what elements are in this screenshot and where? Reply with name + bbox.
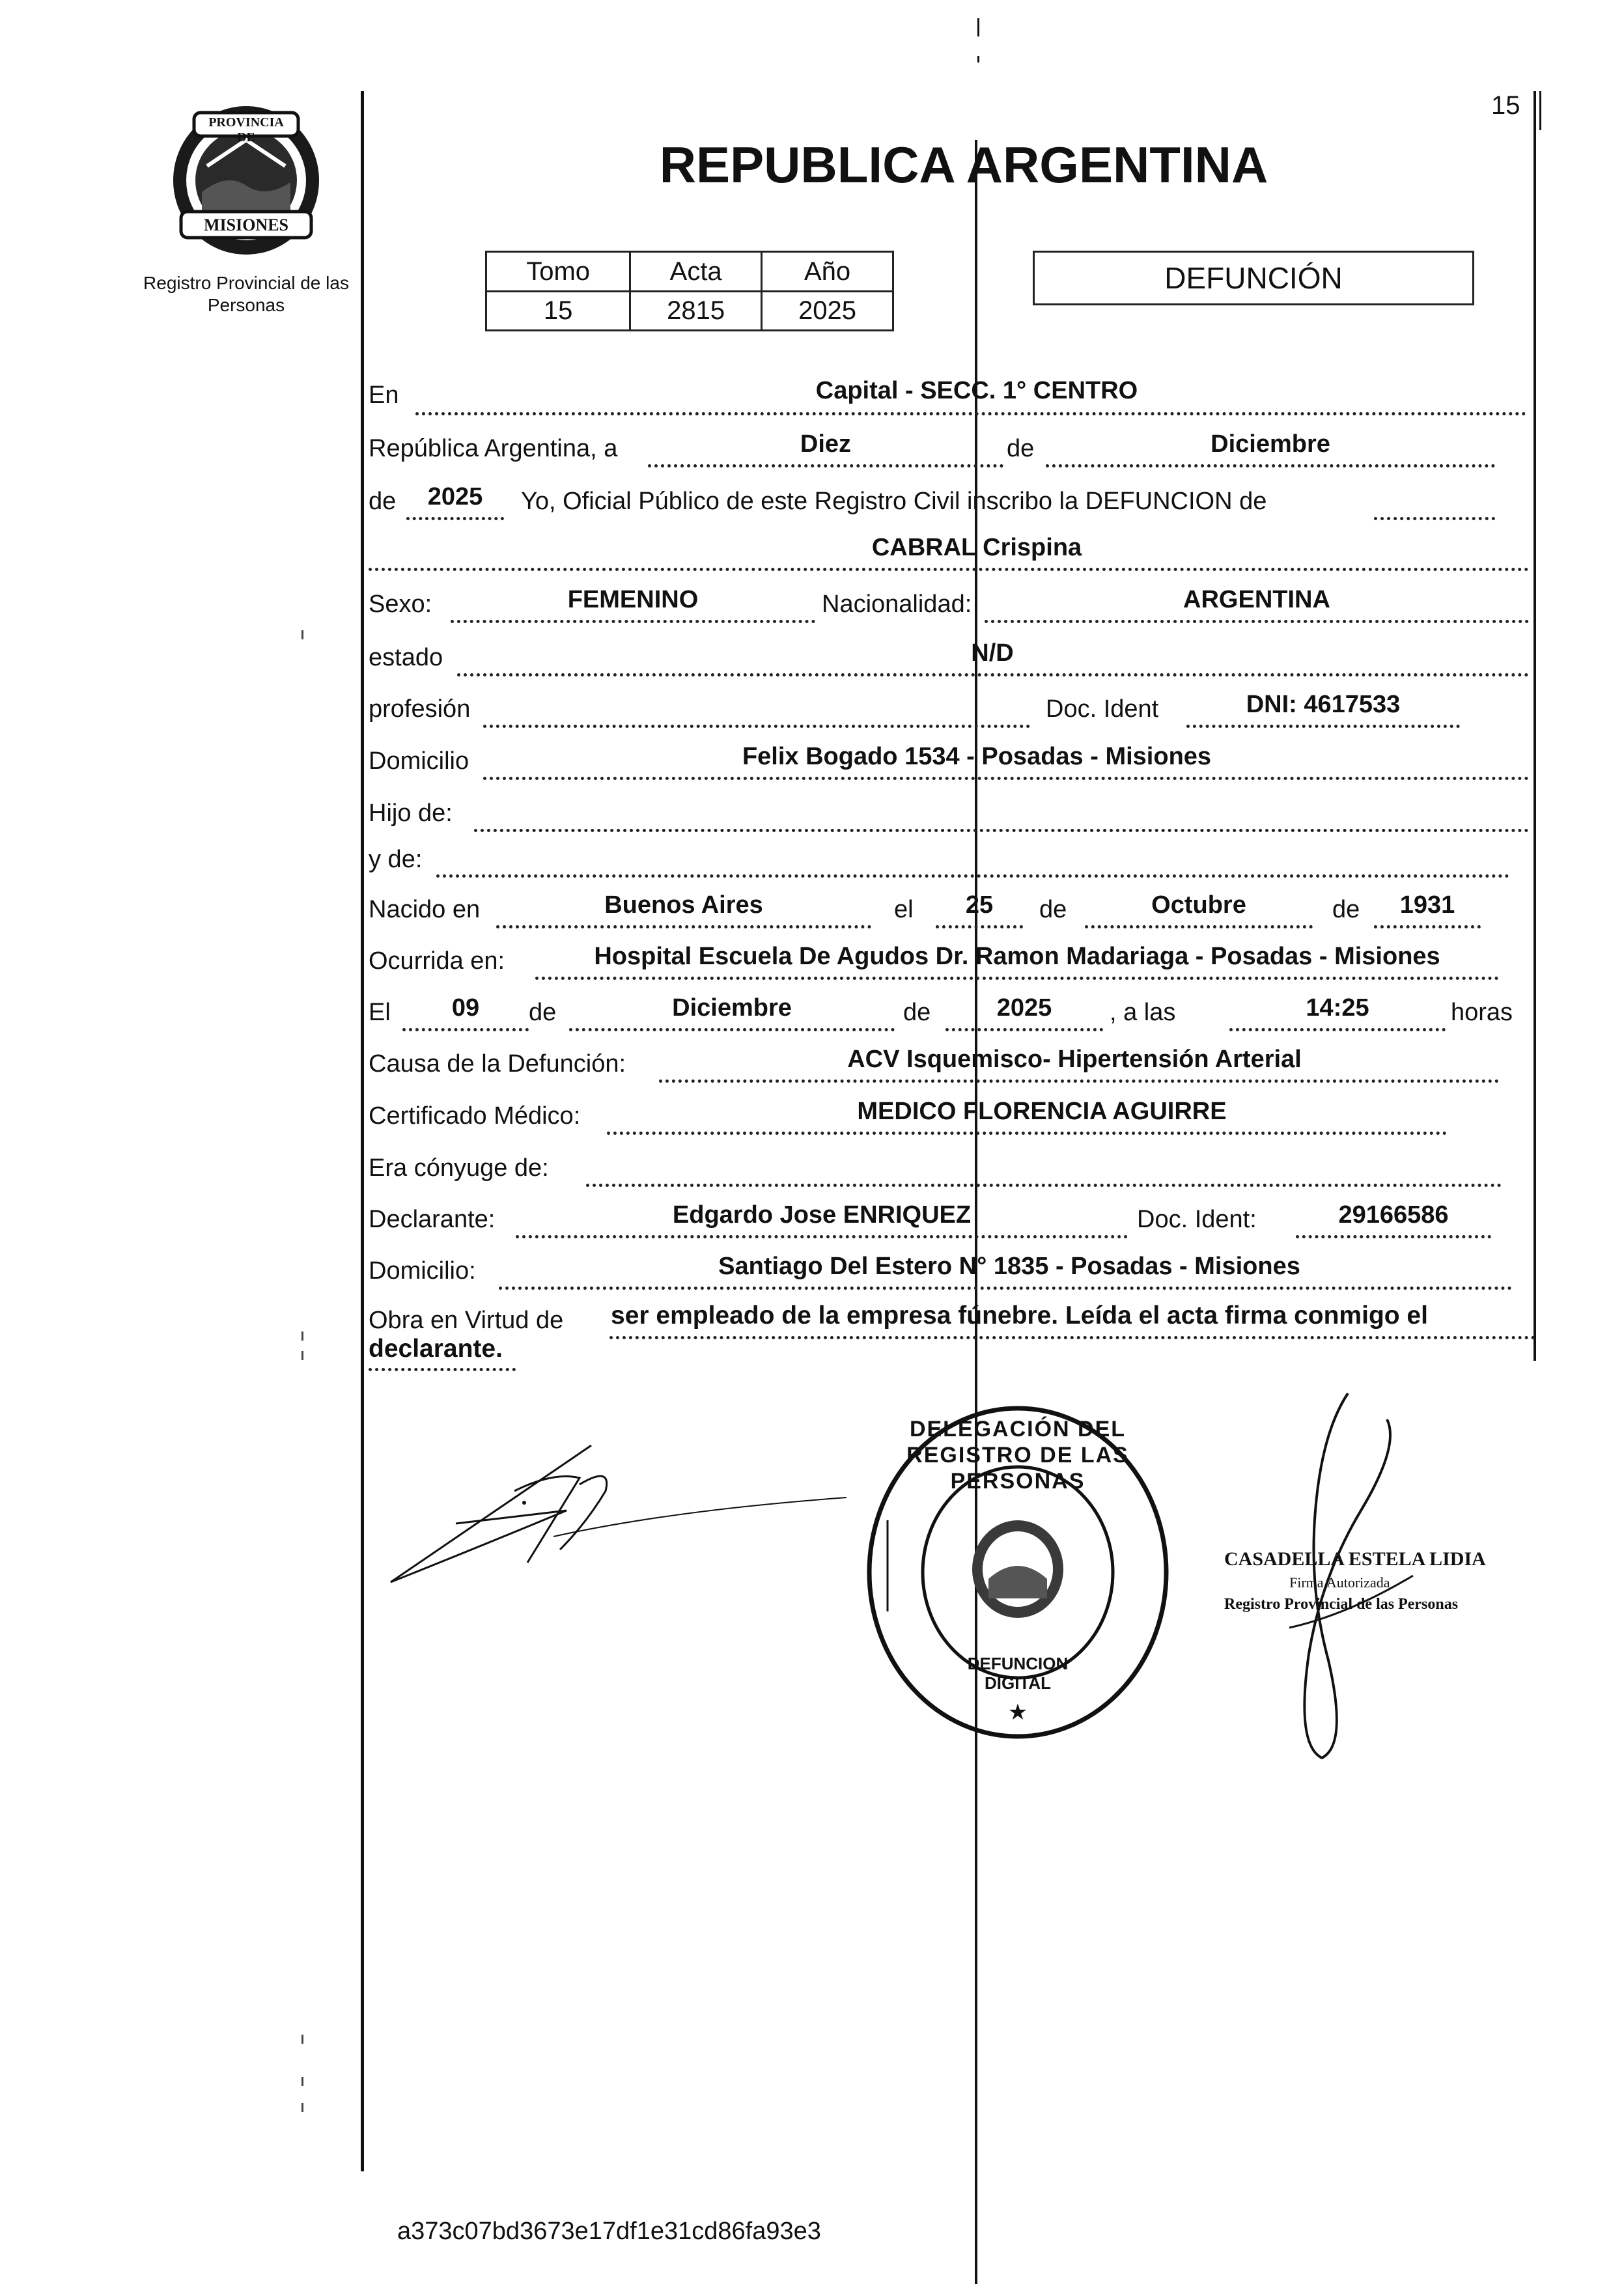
birth-day-value: 25 bbox=[965, 891, 994, 919]
obra-line-2: declarante. bbox=[369, 1335, 503, 1363]
dotted-line bbox=[483, 725, 1030, 728]
dotted-line bbox=[516, 1235, 1128, 1238]
punch-mark-4 bbox=[301, 2035, 303, 2044]
dotted-line bbox=[474, 829, 1529, 832]
table-header-ano: Año bbox=[762, 252, 893, 292]
year-value: 2025 bbox=[427, 483, 483, 510]
dotted-line bbox=[496, 925, 871, 928]
label-en: En bbox=[369, 382, 399, 409]
registry-caption: Registro Provincial de las Personas bbox=[143, 273, 349, 315]
day-word: Diez bbox=[800, 430, 852, 458]
label-nacido-en: Nacido en bbox=[369, 896, 481, 923]
label-estado: estado bbox=[369, 644, 443, 671]
death-month-value: Diciembre bbox=[672, 994, 792, 1022]
death-day-value: 09 bbox=[451, 994, 480, 1022]
label-conyuge: Era cónyuge de: bbox=[369, 1154, 549, 1182]
sex-value: FEMENINO bbox=[567, 586, 699, 613]
dotted-line bbox=[1186, 725, 1460, 728]
dotted-line bbox=[499, 1287, 1512, 1290]
dotted-line bbox=[457, 673, 1529, 676]
birth-month-value: Octubre bbox=[1151, 891, 1246, 919]
table-value-tomo: 15 bbox=[486, 291, 630, 331]
label-de: de bbox=[369, 488, 397, 515]
label-hijo-de: Hijo de: bbox=[369, 800, 453, 827]
deceased-name: CABRAL Crispina bbox=[871, 534, 1082, 561]
declarant-doc-value: 29166586 bbox=[1338, 1201, 1449, 1229]
label-de: de bbox=[1007, 435, 1035, 462]
label-nacionalidad: Nacionalidad: bbox=[822, 591, 972, 618]
table-header-acta: Acta bbox=[630, 252, 762, 292]
label-y-de: y de: bbox=[369, 846, 423, 873]
declarant-signature bbox=[384, 1432, 853, 1602]
nationality-value: ARGENTINA bbox=[1183, 586, 1330, 613]
dotted-line bbox=[648, 464, 1003, 467]
stamp-inner-text: DEFUNCION DIGITAL bbox=[967, 1654, 1069, 1693]
stamp-star-icon: ★ bbox=[1007, 1700, 1028, 1725]
punch-mark-1 bbox=[301, 630, 303, 639]
provincial-logo bbox=[168, 101, 324, 257]
label-de: de bbox=[903, 999, 931, 1026]
doctor-value: MEDICO FLORENCIA AGUIRRE bbox=[857, 1098, 1227, 1125]
declarant-value: Edgardo Jose ENRIQUEZ bbox=[672, 1201, 972, 1229]
month-value: Diciembre bbox=[1211, 430, 1330, 458]
birth-year-value: 1931 bbox=[1399, 891, 1455, 919]
label-causa: Causa de la Defunción: bbox=[369, 1050, 626, 1078]
document-hash: a373c07bd3673e17df1e31cd86fa93e3 bbox=[397, 2218, 821, 2245]
stamp-ring-text: DELEGACIÓN DEL REGISTRO DE LAS PERSONAS bbox=[906, 1417, 1129, 1494]
obra-line-1: ser empleado de la empresa fúnebre. Leída el acta firma conmigo el bbox=[611, 1302, 1428, 1330]
right-margin-line-top bbox=[1539, 91, 1541, 130]
dotted-line bbox=[415, 412, 1526, 415]
dotted-line bbox=[1046, 464, 1495, 467]
label-ocurrida-en: Ocurrida en: bbox=[369, 947, 505, 975]
dotted-line bbox=[451, 620, 815, 623]
death-place-value: Hospital Escuela De Agudos Dr. Ramon Madariaga - Posadas - Misiones bbox=[594, 943, 1440, 970]
label-declarante: Declarante: bbox=[369, 1206, 496, 1233]
signatory-office: Registro Provincial de las Personas bbox=[1224, 1596, 1459, 1613]
dotted-line bbox=[406, 517, 504, 520]
place-value: Capital - SECC. 1° CENTRO bbox=[815, 377, 1138, 404]
dotted-line bbox=[1374, 517, 1495, 520]
punch-mark-5 bbox=[301, 2077, 303, 2086]
punch-mark-3 bbox=[301, 1351, 303, 1360]
signatory-role: Firma Autorizada bbox=[1289, 1574, 1390, 1591]
label-domicilio: Domicilio bbox=[369, 747, 469, 775]
dotted-line bbox=[569, 1028, 895, 1031]
left-margin-line bbox=[361, 91, 364, 2171]
dotted-line bbox=[369, 1368, 516, 1371]
table-header-tomo: Tomo bbox=[486, 252, 630, 292]
label-yo-oficial: Yo, Oficial Público de este Registro Civil inscribo la DEFUNCION de bbox=[521, 488, 1267, 515]
dotted-line bbox=[936, 925, 1023, 928]
death-time-value: 14:25 bbox=[1306, 994, 1369, 1022]
signatory-name: CASADELLA ESTELA LIDIA bbox=[1224, 1548, 1486, 1570]
label-a-las: , a las bbox=[1110, 999, 1176, 1026]
dotted-line bbox=[586, 1184, 1502, 1187]
table-value-acta: 2815 bbox=[630, 291, 762, 331]
label-de: de bbox=[1332, 896, 1360, 923]
death-year-value: 2025 bbox=[996, 994, 1052, 1022]
address-value: Felix Bogado 1534 - Posadas - Misiones bbox=[742, 743, 1212, 770]
declarant-address-value: Santiago Del Estero N° 1835 - Posadas - Misiones bbox=[718, 1253, 1300, 1280]
label-de: de bbox=[1039, 896, 1067, 923]
page-number: 15 bbox=[1491, 91, 1520, 120]
label-obra: Obra en Virtud de bbox=[369, 1307, 564, 1334]
table-value-ano: 2025 bbox=[762, 291, 893, 331]
label-de: de bbox=[529, 999, 557, 1026]
label-republica: República Argentina, a bbox=[369, 435, 618, 462]
dotted-line bbox=[609, 1336, 1535, 1339]
birthplace-value: Buenos Aires bbox=[604, 891, 763, 919]
dotted-line bbox=[607, 1132, 1447, 1135]
dotted-line bbox=[1374, 925, 1481, 928]
document-type-box bbox=[1033, 251, 1474, 305]
label-doc-ident: Doc. Ident bbox=[1046, 695, 1159, 723]
dotted-line bbox=[483, 777, 1529, 780]
label-el: el bbox=[894, 896, 914, 923]
dotted-line bbox=[535, 977, 1499, 980]
cause-value: ACV Isquemisco- Hipertensión Arterial bbox=[847, 1046, 1302, 1073]
dotted-line bbox=[1229, 1028, 1446, 1031]
punch-mark-6 bbox=[301, 2103, 303, 2112]
country-title: REPUBLICA ARGENTINA bbox=[659, 136, 1268, 193]
dotted-line bbox=[436, 874, 1509, 878]
logo-text-bottom: MISIONES bbox=[203, 216, 289, 234]
label-profesion: profesión bbox=[369, 695, 471, 723]
official-stamp bbox=[865, 1403, 1171, 1742]
registry-table bbox=[485, 251, 894, 331]
label-sexo: Sexo: bbox=[369, 591, 432, 618]
fold-tick-top-small bbox=[977, 56, 979, 63]
punch-mark-2 bbox=[301, 1331, 303, 1341]
document-type: DEFUNCIÓN bbox=[1164, 261, 1343, 295]
right-margin-line bbox=[1533, 91, 1536, 1361]
dni-value: DNI: 4617533 bbox=[1246, 691, 1401, 718]
label-certificado: Certificado Médico: bbox=[369, 1102, 581, 1130]
civil-status-value: N/D bbox=[971, 639, 1014, 667]
dotted-line bbox=[659, 1079, 1499, 1083]
label-el: El bbox=[369, 999, 391, 1026]
dotted-line bbox=[1296, 1235, 1491, 1238]
logo-text-top: PROVINCIA DE bbox=[208, 115, 284, 145]
fold-tick-top bbox=[977, 18, 979, 36]
label-horas: horas bbox=[1451, 999, 1513, 1026]
dotted-line bbox=[1085, 925, 1313, 928]
dotted-line bbox=[402, 1028, 529, 1031]
dotted-line bbox=[985, 620, 1529, 623]
dotted-line bbox=[369, 568, 1529, 571]
label-doc-ident: Doc. Ident: bbox=[1137, 1206, 1257, 1233]
label-domicilio: Domicilio: bbox=[369, 1257, 476, 1285]
dotted-line bbox=[945, 1028, 1103, 1031]
